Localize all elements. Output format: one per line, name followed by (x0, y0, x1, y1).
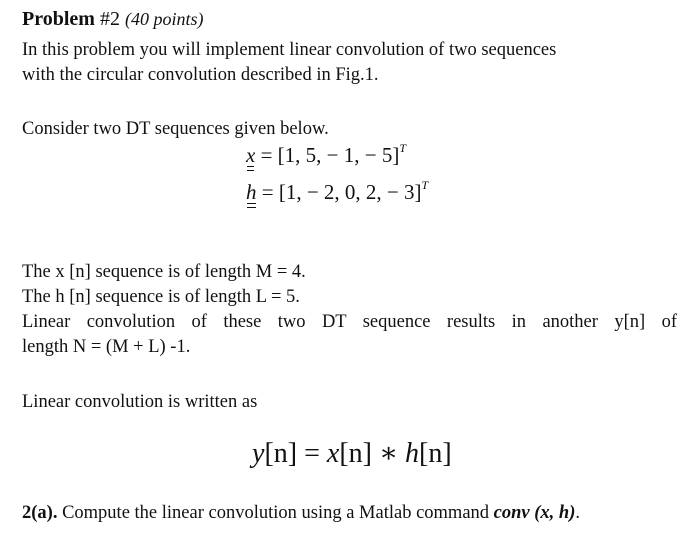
lengths-paragraph (22, 260, 677, 360)
length-x-line: The x [n] sequence is of length M = 4. (22, 262, 306, 282)
eq-h-arg: [n] (419, 438, 452, 469)
eq-x: x (326, 438, 340, 469)
problem-number: #2 (99, 8, 120, 30)
problem-label: Problem (22, 8, 95, 30)
vector-x-symbol: x (246, 143, 256, 167)
eq-convolve-op: ∗ (371, 438, 406, 469)
eq-y: y (252, 438, 265, 469)
problem-points: (40 points) (124, 9, 204, 29)
transpose-h: T (421, 178, 429, 192)
sequence-h (246, 180, 428, 205)
intro-paragraph (22, 38, 556, 88)
intro-line-2: with the circular convolution described in Fig.1. (22, 65, 379, 85)
part-a-end: . (575, 503, 580, 523)
part-a-label: 2(a). (22, 503, 58, 523)
sequence-x (246, 143, 406, 168)
intro-line-1: In this problem you will implement linear convolution of two sequences (22, 40, 557, 60)
consider-text: Consider two DT sequences given below. (22, 119, 329, 139)
vector-h-symbol: h (246, 180, 257, 204)
linear-conv-written: Linear convolution is written as (22, 392, 258, 412)
linear-conv-line: Linear convolution of these two DT sequence results in another y[n] of (22, 312, 677, 332)
length-n-line: length N = (M + L) -1. (22, 337, 191, 357)
problem-heading (22, 8, 203, 31)
transpose-x: T (399, 141, 407, 155)
length-h-line: The h [n] sequence is of length L = 5. (22, 287, 300, 307)
eq-equals: = (297, 438, 327, 469)
matlab-command: conv (x, h) (493, 503, 576, 523)
part-a (22, 503, 580, 524)
eq-x-arg: [n] (339, 438, 372, 469)
eq-h: h (405, 438, 420, 469)
convolution-equation (252, 436, 452, 470)
sequence-h-values: = [1, − 2, 0, 2, − 3] (256, 180, 422, 204)
sequence-x-values: = [1, 5, − 1, − 5] (255, 143, 400, 167)
part-a-text: Compute the linear convolution using a Matlab command (57, 503, 494, 523)
eq-y-arg: [n] (264, 438, 298, 469)
